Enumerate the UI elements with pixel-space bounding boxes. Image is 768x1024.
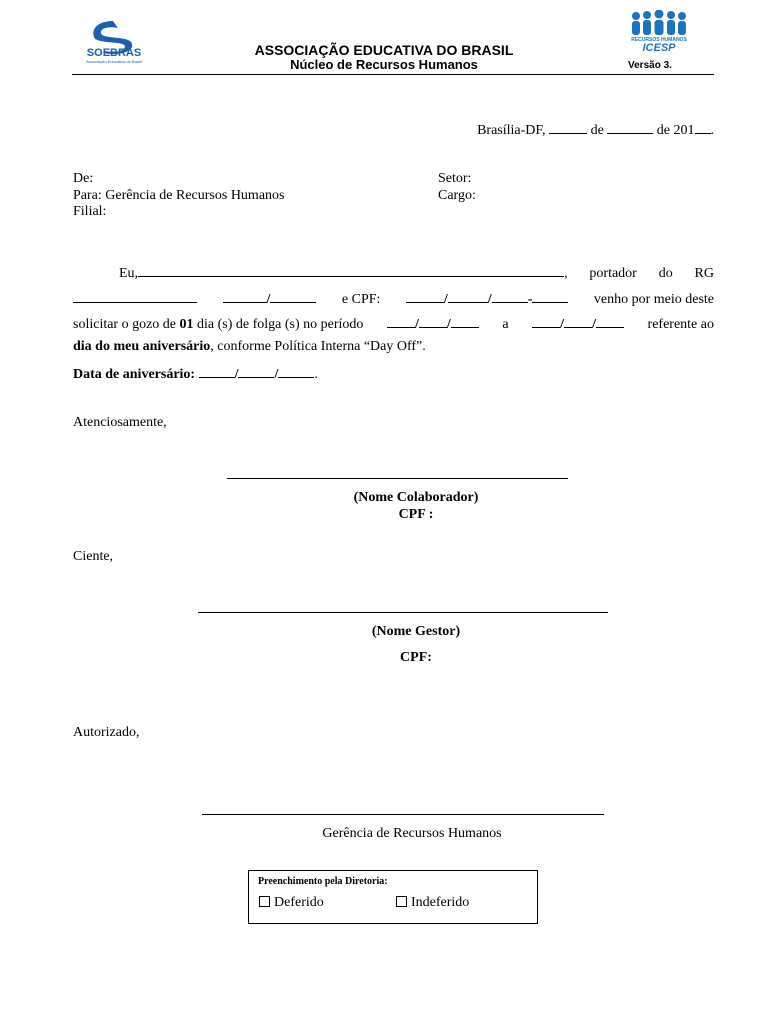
option-indeferido[interactable] <box>396 895 469 911</box>
birthday-date-label: Data de aniversário: <box>73 367 196 382</box>
date-month-blank[interactable] <box>607 121 653 134</box>
slash: / <box>266 292 271 307</box>
date-year-blank[interactable] <box>695 121 711 134</box>
cpf-blank-2[interactable] <box>448 290 488 303</box>
birthday-date-line <box>73 365 318 383</box>
start-month-blank[interactable] <box>419 315 447 328</box>
board-box-title: Preenchimento pela Diretoria: <box>258 876 388 887</box>
closing-text: Atenciosamente, <box>73 415 167 430</box>
date-de-2: de <box>656 123 670 138</box>
solicitar-text <box>73 317 363 333</box>
hr-signature-line[interactable] <box>202 814 604 815</box>
soebras-logo-tagline: Associação Educativa do Brasil <box>86 59 142 64</box>
request-line-3 <box>73 315 714 333</box>
rg-issuer-blank-2[interactable] <box>270 290 316 303</box>
rg-issuer <box>223 290 317 308</box>
cpf-blank-4[interactable] <box>532 290 568 303</box>
date-day-blank[interactable] <box>549 121 587 134</box>
dash: - <box>527 292 533 307</box>
period-start <box>387 315 479 333</box>
manager-signature-line[interactable] <box>198 612 608 613</box>
slash: / <box>274 367 279 382</box>
start-year-blank[interactable] <box>451 315 479 328</box>
option-deferido[interactable] <box>259 895 324 911</box>
solicitar-label: solicitar o gozo de <box>73 317 177 332</box>
end-year-blank[interactable] <box>596 315 624 328</box>
date-year-prefix: 201 <box>673 123 695 138</box>
slash: / <box>234 367 239 382</box>
indeferido-label: Indeferido <box>411 895 470 910</box>
portador-label: , portador do RG <box>564 266 714 281</box>
organization-title: ASSOCIAÇÃO EDUCATIVA DO BRASIL <box>254 42 514 58</box>
to-label: Para: Gerência de Recursos Humanos <box>73 188 285 203</box>
date-end: . <box>710 123 714 138</box>
slash: / <box>560 317 565 332</box>
branch-label: Filial: <box>73 204 107 219</box>
name-blank[interactable] <box>138 264 564 277</box>
period-end <box>532 315 624 333</box>
start-day-blank[interactable] <box>387 315 415 328</box>
dia-folga-label: dia (s) de folga (s) no período <box>197 317 364 332</box>
manager-cpf: CPF: <box>400 650 432 665</box>
icesp-logo-name: ICESP <box>642 42 676 54</box>
icesp-logo-subtitle: RECURSOS HUMANOS <box>631 37 687 43</box>
rg-issuer-blank-1[interactable] <box>223 290 267 303</box>
collaborator-cpf: CPF : <box>398 507 434 522</box>
header-divider <box>72 74 714 75</box>
date-city: Brasília-DF, <box>477 123 546 138</box>
ciente-text: Ciente, <box>73 549 114 564</box>
referente-label: referente ao <box>647 317 714 332</box>
collaborator-name: (Nome Colaborador) <box>353 490 479 505</box>
request-line-1 <box>73 264 714 282</box>
days-quantity: 01 <box>179 317 194 332</box>
eu-label: Eu, <box>119 266 139 281</box>
birthday-month-blank[interactable] <box>238 365 274 378</box>
date-line <box>300 121 714 139</box>
rg-blank[interactable] <box>73 290 197 303</box>
date-de-1: de <box>590 123 604 138</box>
collaborator-signature-line[interactable] <box>227 478 568 479</box>
cpf-field <box>406 290 568 308</box>
request-line-4 <box>73 339 714 355</box>
slash: / <box>443 292 448 307</box>
end-day-blank[interactable] <box>532 315 560 328</box>
end-month-blank[interactable] <box>564 315 592 328</box>
a-label: a <box>502 317 509 332</box>
cpf-blank-3[interactable] <box>492 290 528 303</box>
people-group-icon <box>628 10 690 38</box>
birthday-year-blank[interactable] <box>278 365 314 378</box>
request-line-2 <box>73 290 714 308</box>
manager-name: (Nome Gestor) <box>371 624 461 639</box>
from-label: De: <box>73 171 94 186</box>
slash: / <box>487 292 492 307</box>
cpf-label: e CPF: <box>341 292 381 307</box>
birthday-end: . <box>314 367 318 382</box>
birthday-day-blank[interactable] <box>199 365 235 378</box>
soebras-logo-name: SOEBRAS <box>86 47 142 59</box>
department-subtitle: Núcleo de Recursos Humanos <box>290 57 478 72</box>
cpf-blank-1[interactable] <box>406 290 444 303</box>
slash: / <box>446 317 451 332</box>
venho-label: venho por meio deste <box>593 292 714 307</box>
slash: / <box>592 317 596 332</box>
board-decision-box <box>248 870 538 924</box>
birthday-text: dia do meu aniversário <box>73 339 211 354</box>
autorizado-text: Autorizado, <box>73 725 140 740</box>
hr-signature-label: Gerência de Recursos Humanos <box>322 826 502 841</box>
position-label: Cargo: <box>438 188 476 203</box>
slash: / <box>415 317 419 332</box>
deferido-label: Deferido <box>274 895 324 910</box>
indeferido-checkbox[interactable] <box>396 896 407 907</box>
deferido-checkbox[interactable] <box>259 896 270 907</box>
sector-label: Setor: <box>438 171 472 186</box>
policy-text: , conforme Política Interna “Day Off”. <box>210 339 426 354</box>
version-label: Versão 3. <box>628 60 672 71</box>
